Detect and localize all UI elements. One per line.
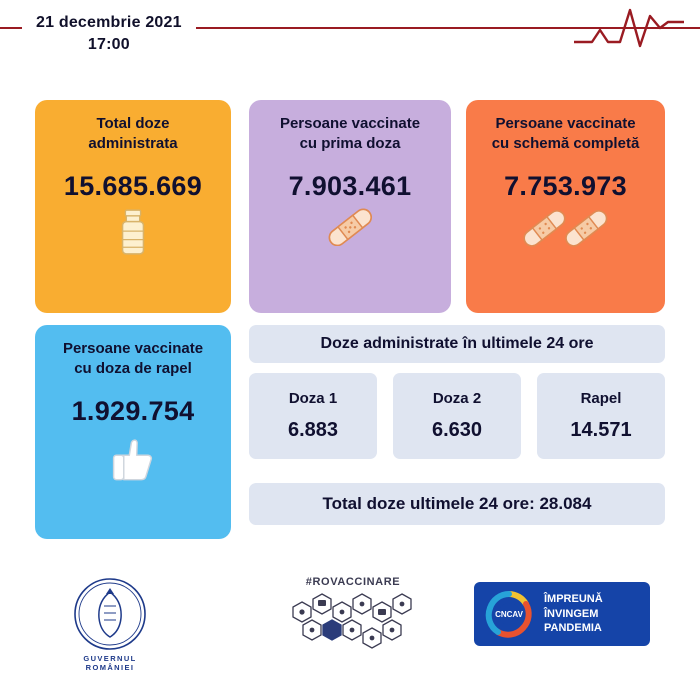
thumbs-up-icon	[109, 433, 157, 483]
card-persoane-vaccinate-schema-completa	[466, 100, 665, 313]
hexagon-cluster-icon	[278, 588, 428, 650]
card-value: 7.903.461	[288, 170, 412, 201]
card-value: 7.753.973	[504, 170, 627, 201]
header	[0, 0, 700, 92]
vaccine-vial-icon	[114, 208, 152, 258]
last24h-item-rapel	[537, 373, 665, 459]
mini-label: Doza 1	[288, 390, 338, 407]
mini-value: 14.571	[570, 419, 632, 441]
mini-value: 6.630	[431, 419, 483, 441]
footer-logos	[0, 562, 700, 700]
card-persoane-vaccinate-doza-rapel	[35, 325, 231, 539]
cncav-line3: PANDEMIA	[544, 622, 602, 635]
card-title: Persoane vaccinate cu schemă completă	[491, 115, 640, 153]
rovaccinare-logo	[278, 576, 428, 650]
card-value: 15.685.669	[63, 170, 203, 201]
card-total-doze-administrate	[35, 100, 231, 313]
card-value: 1.929.754	[71, 395, 195, 426]
report-time: 17:00	[87, 36, 130, 54]
guvernul-romaniei-logo	[62, 576, 158, 672]
double-bandage-icon	[518, 208, 614, 248]
svg-text:CNCAV: CNCAV	[495, 610, 523, 619]
last24h-item-doza1	[249, 373, 377, 459]
bandage-icon	[320, 208, 380, 246]
last24h-total: Total doze ultimele 24 ore: 28.084	[249, 483, 665, 525]
card-title: Persoane vaccinate cu doza de rapel	[62, 340, 204, 378]
stats-board	[0, 92, 700, 562]
date-block	[22, 10, 196, 60]
rovaccinare-hashtag: #ROVACCINARE	[305, 576, 401, 588]
card-title: Persoane vaccinate cu prima doza	[279, 115, 421, 153]
cncav-line1: ÎMPREUNĂ	[544, 592, 603, 605]
card-persoane-vaccinate-prima-doza	[249, 100, 451, 313]
ekg-line-icon	[574, 2, 684, 48]
cncav-emblem-icon	[482, 587, 536, 641]
mini-label: Rapel	[580, 390, 622, 407]
card-title: Total doze administrata	[88, 115, 178, 153]
mini-value: 6.883	[287, 419, 339, 441]
mini-label: Doza 2	[432, 390, 482, 407]
cncav-logo	[474, 582, 650, 646]
gov-logo-line1: GUVERNUL	[83, 654, 137, 663]
report-date: 21 decembrie 2021	[36, 14, 182, 31]
cncav-slogan	[544, 592, 603, 637]
gov-logo-line2: ROMÂNIEI	[85, 663, 135, 673]
last24h-item-doza2	[393, 373, 521, 459]
cncav-line2: ÎNVINGEM	[544, 607, 599, 620]
last24h-header: Doze administrate în ultimele 24 ore	[249, 325, 665, 363]
